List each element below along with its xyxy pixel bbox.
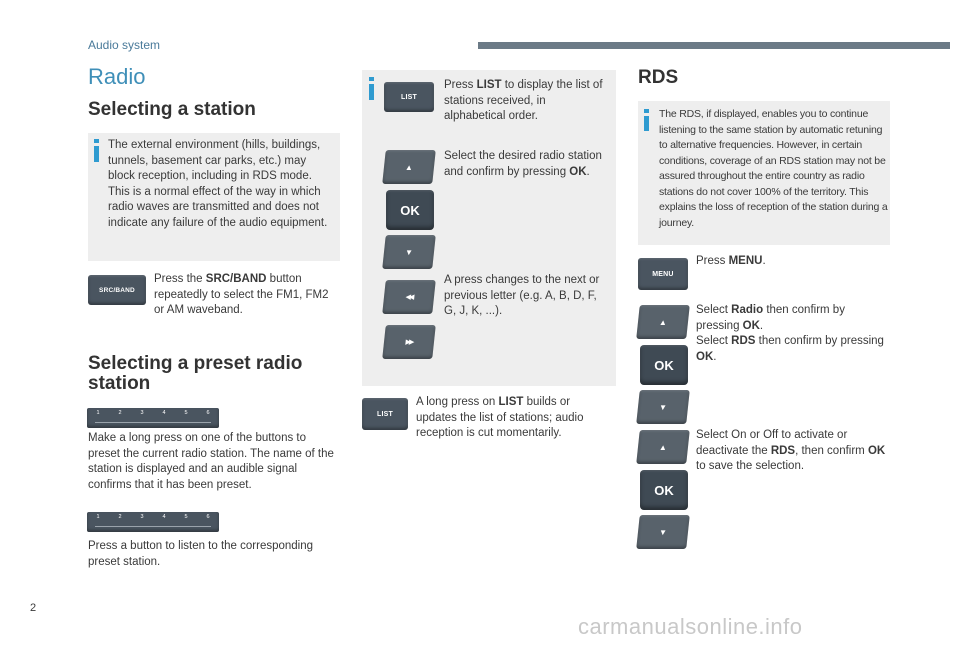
select-station-instruction: Select the desired radio station and confirm by pressing OK. <box>444 150 602 178</box>
forward-icon: ▶▶ <box>405 339 413 346</box>
page-title: Radio <box>88 64 146 89</box>
up-arrow-icon: ▲ <box>404 162 414 172</box>
letter-change-text: A press changes to the next or previous letter (e.g. A, B, D, F, G, J, K, ...). <box>444 274 600 317</box>
info-icon <box>644 116 649 131</box>
select-radio-instruction: Select Radio then confirm by pressing OK. <box>696 304 845 332</box>
note-reception-text: The external environment (hills, buildings, tunnels, basement car parks, etc.) may block reception, including in RDS mode. This is a normal effect of the way in which radio waves are transmitted and does not indicate any failure of the audio equipment. <box>108 139 328 229</box>
down-arrow-button-rds-2 <box>636 515 690 549</box>
section-header: Audio system <box>88 38 161 52</box>
down-arrow-icon: ▼ <box>658 527 668 537</box>
watermark: carmanualsonline.info <box>578 614 803 639</box>
list-long-press-text: A long press on LIST builds or updates the list of stations; audio reception is cut momentarily. <box>416 396 584 439</box>
heading-preset-station: Selecting a preset radio station <box>88 353 303 394</box>
up-arrow-button-rds-2 <box>636 430 690 464</box>
header-bar <box>478 42 950 49</box>
up-arrow-icon: ▲ <box>658 317 668 327</box>
rds-onoff-instruction: Select On or Off to activate or deactivate the RDS, then confirm OK to save the selection. <box>696 429 886 472</box>
down-arrow-button <box>382 235 436 269</box>
up-arrow-button-rds <box>636 305 690 339</box>
down-arrow-icon: ▼ <box>404 247 414 257</box>
next-letter-button <box>382 325 436 359</box>
note-rds-text: The RDS, if displayed, enables you to continue listening to the same station by automatic retuning to alternative frequencies. However, in certain conditions, coverage of an RDS station may not be assured throughout the entire country as radio stations do not cover 100% of the territory. This explains the loss of reception of the station during a journey. <box>659 108 888 229</box>
preset-listen-text: Press a button to listen to the corresponding preset station. <box>88 540 314 568</box>
heading-rds: RDS <box>638 67 679 88</box>
page-number: 2 <box>30 602 37 614</box>
rewind-icon: ◀◀ <box>405 294 413 301</box>
list-instruction: Press LIST to display the list of stations received, in alphabetical order. <box>444 79 603 122</box>
info-icon <box>369 84 374 100</box>
heading-selecting-station: Selecting a station <box>88 99 256 120</box>
up-arrow-button <box>382 150 436 184</box>
previous-letter-button <box>382 280 436 314</box>
ok-button-rds-2: OK <box>640 470 688 510</box>
list-button-long: LIST <box>362 398 408 430</box>
down-arrow-button-rds <box>636 390 690 424</box>
info-note-rds <box>638 101 890 245</box>
menu-instruction: Press MENU. <box>696 255 766 267</box>
info-icon <box>94 146 99 162</box>
preset-store-text: Make a long press on one of the buttons to preset the current radio station. The name of the station is displayed and an audible signal confirms that it has been preset. <box>88 432 334 491</box>
preset-buttons-image: 1 2 3 4 5 6 <box>87 408 219 428</box>
src-band-button: SRC/BAND <box>88 275 146 305</box>
info-note-reception <box>88 133 340 261</box>
menu-button: MENU <box>638 258 688 290</box>
select-rds-instruction: Select RDS then confirm by pressing OK. <box>696 335 884 363</box>
preset-buttons-image-2: 1 2 3 4 5 6 <box>87 512 219 532</box>
ok-button-rds: OK <box>640 345 688 385</box>
src-band-instruction: Press the SRC/BAND button repeatedly to select the FM1, FM2 or AM waveband. <box>154 273 329 316</box>
down-arrow-icon: ▼ <box>658 402 668 412</box>
list-button: LIST <box>384 82 434 112</box>
up-arrow-icon: ▲ <box>658 442 668 452</box>
ok-button: OK <box>386 190 434 230</box>
